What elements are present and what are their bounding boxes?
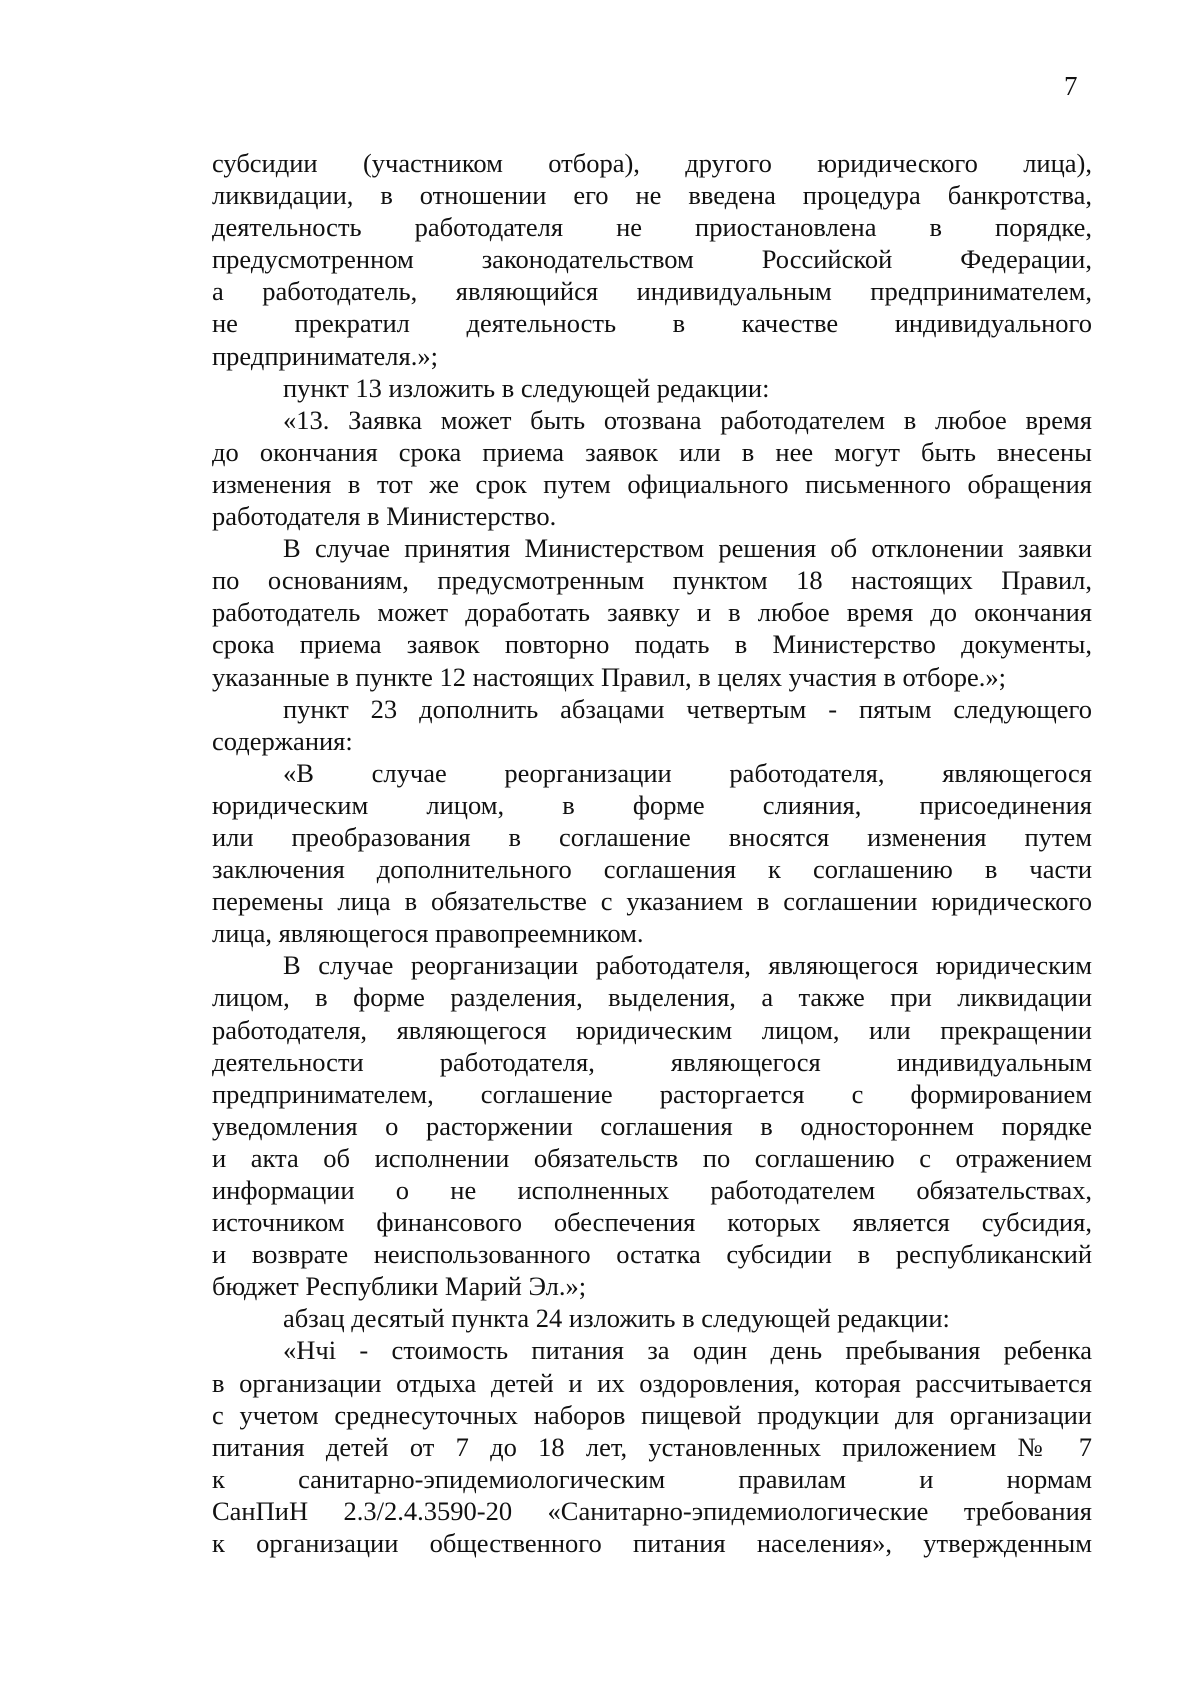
- text-line: лицом, в форме разделения, выделения, а также при ликвидации: [212, 982, 1092, 1013]
- text-line: заключения дополнительного соглашения к соглашению в части: [212, 854, 1092, 885]
- text-line: информации о не исполненных работодателем обязательствах,: [212, 1175, 1092, 1205]
- text-line: питания детей от 7 до 18 лет, установленных приложением № 7: [212, 1431, 1092, 1462]
- text-line: и возврате неиспользованного остатка субсидии в республиканский: [212, 1239, 1092, 1270]
- text-line: пункт 13 изложить в следующей редакции:: [283, 372, 770, 403]
- text-line: «13. Заявка может быть отозвана работодателем в любое время: [283, 404, 1092, 435]
- text-line: работодателя в Министерство.: [212, 501, 557, 532]
- text-line: деятельность работодателя не приостановлена в порядке,: [212, 212, 1092, 243]
- text-line: работодателя, являющегося юридическим лицом, или прекращении: [212, 1014, 1092, 1045]
- text-line: СанПиН 2.3/2.4.3590-20 «Санитарно-эпидемиологические требования: [212, 1495, 1092, 1526]
- text-line: ликвидации, в отношении его не введена процедура банкротства,: [212, 180, 1092, 211]
- document-body: [212, 147, 1092, 1559]
- text-line: деятельности работодателя, являющегося индивидуальным: [212, 1046, 1092, 1077]
- text-line: изменения в тот же срок путем официального письменного обращения: [212, 468, 1092, 499]
- text-line: источником финансового обеспечения которых является субсидия,: [212, 1207, 1092, 1238]
- text-line: предпринимателем, соглашение расторгается с формированием: [212, 1078, 1092, 1109]
- text-line: бюджет Республики Марий Эл.»;: [212, 1271, 587, 1302]
- text-line: «В случае реорганизации работодателя, являющегося: [283, 757, 1092, 788]
- text-line: лица, являющегося правопреемником.: [212, 918, 644, 949]
- text-line: не прекратил деятельность в качестве индивидуального: [212, 308, 1092, 339]
- text-line: «Нчі - стоимость питания за один день пребывания ребенка: [283, 1335, 1092, 1366]
- text-line: юридическим лицом, в форме слияния, присоединения: [212, 789, 1092, 820]
- text-line: предпринимателя.»;: [212, 340, 438, 371]
- text-line: к санитарно-эпидемиологическим правилам и нормам: [212, 1463, 1092, 1494]
- text-line: В случае реорганизации работодателя, являющегося юридическим: [283, 950, 1092, 981]
- text-line: или преобразования в соглашение вносятся изменения путем: [212, 821, 1092, 852]
- text-line: пункт 23 дополнить абзацами четвертым - пятым следующего: [283, 693, 1092, 724]
- text-line: а работодатель, являющийся индивидуальным предпринимателем,: [212, 276, 1092, 307]
- text-line: к организации общественного питания населения», утвержденным: [212, 1528, 1092, 1559]
- text-line: по основаниям, предусмотренным пунктом 18 настоящих Правил,: [212, 565, 1092, 596]
- text-line: и акта об исполнении обязательств по соглашению с отражением: [212, 1142, 1092, 1173]
- text-line: абзац десятый пункта 24 изложить в следующей редакции:: [283, 1303, 950, 1334]
- text-line: в организации отдыха детей и их оздоровления, которая рассчитывается: [212, 1367, 1092, 1398]
- text-line: указанные в пункте 12 настоящих Правил, в целях участия в отборе.»;: [212, 661, 1006, 692]
- text-line: с учетом среднесуточных наборов пищевой продукции для организации: [212, 1399, 1092, 1430]
- text-line: предусмотренном законодательством Российской Федерации,: [212, 244, 1092, 275]
- text-line: уведомления о расторжении соглашения в одностороннем порядке: [212, 1110, 1092, 1141]
- text-line: содержания:: [212, 725, 353, 756]
- text-line: до окончания срока приема заявок или в нее могут быть внесены: [212, 436, 1092, 467]
- text-line: срока приема заявок повторно подать в Министерство документы,: [212, 629, 1092, 660]
- text-line: перемены лица в обязательстве с указанием в соглашении юридического: [212, 886, 1092, 917]
- text-line: работодатель может доработать заявку и в любое время до окончания: [212, 597, 1092, 628]
- text-line: субсидии (участником отбора), другого юридического лица),: [212, 148, 1092, 178]
- page-number: 7: [1064, 71, 1078, 101]
- text-line: В случае принятия Министерством решения об отклонении заявки: [283, 533, 1092, 564]
